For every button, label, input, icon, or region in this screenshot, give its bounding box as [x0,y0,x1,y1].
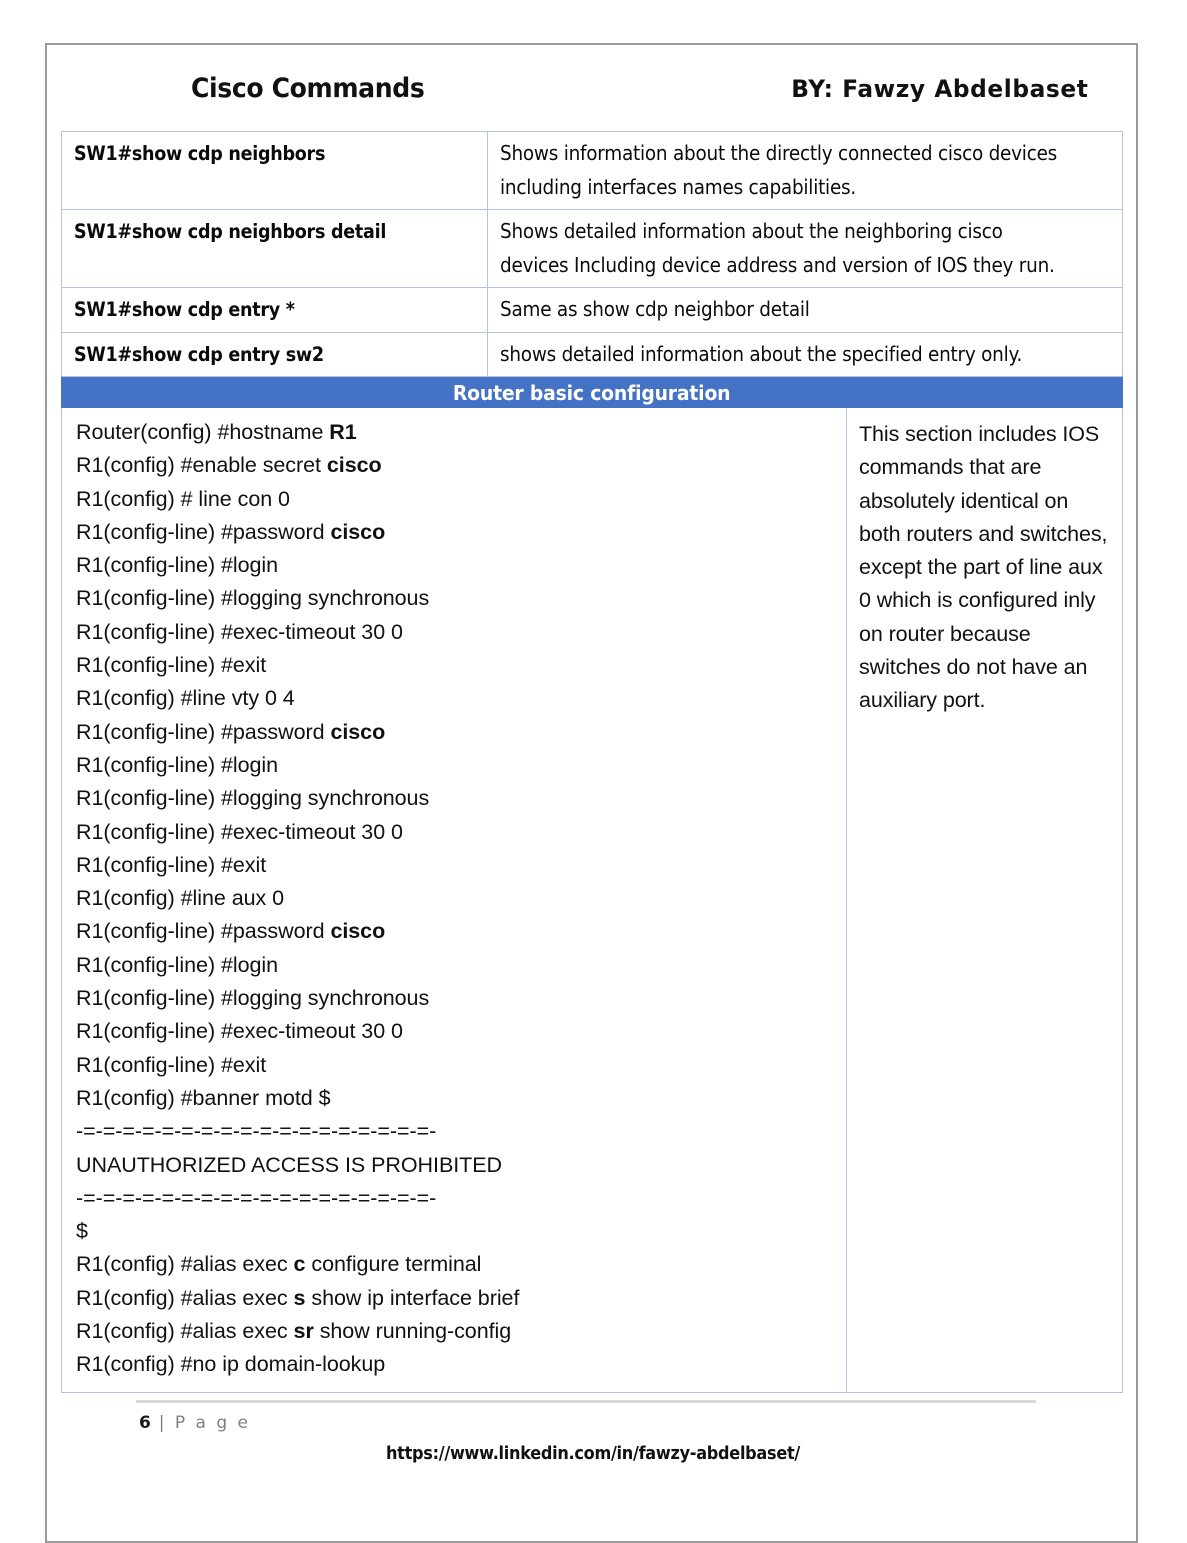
config-line [76,816,836,849]
table-row [62,210,1123,288]
page-content [61,45,1124,1541]
document-page [45,43,1138,1543]
footer-link-text: https://www.linkedin.com/in/fawzy-abdelbaset/ [385,1444,800,1464]
page-number-separator: | [150,1413,175,1433]
table-row [62,132,1123,210]
config-line [76,582,836,615]
config-line-emphasis: cisco [330,719,386,744]
config-line [76,882,836,915]
config-line-text: R1(config) #alias exec [76,1285,294,1310]
description-text: Shows detailed information about the neighboring cisco devices Including device address and version of IOS they run. [500,219,1055,277]
config-commands-cell [62,408,847,1392]
command-cell [62,132,488,210]
page-number-value: 6 [139,1413,151,1433]
footer-page-row [61,1403,1124,1443]
config-line-text: R1(config-line) #password [76,519,331,544]
config-line [76,1082,836,1115]
page-footer [61,1400,1124,1464]
config-line-text: R1(config) #alias exec [76,1252,294,1277]
config-line-suffix: configure terminal [305,1252,482,1277]
config-line [76,849,836,882]
config-line-text: R1(config) #no ip domain-lookup [76,1352,386,1377]
table-row [62,408,1123,1392]
config-line-emphasis: cisco [330,919,386,944]
description-text: Shows information about the directly connected cisco devices including interfaces names capabilities. [500,141,1058,199]
command-cell [62,332,488,377]
config-line-text: R1(config-line) #logging synchronous [76,986,430,1011]
config-line-text: R1(config-line) #logging synchronous [76,586,430,611]
section-header-label: Router basic configuration [453,380,731,405]
config-line-emphasis: s [293,1285,306,1310]
config-line-suffix: show running-config [313,1319,512,1344]
cdp-command-table [61,131,1123,377]
config-line [76,716,836,749]
config-line-text: R1(config-line) #login [76,553,279,578]
config-line-text: R1(config-line) #login [76,952,279,977]
config-line [76,749,836,782]
config-line [76,1248,836,1281]
command-text: SW1#show cdp entry sw2 [74,342,324,366]
config-line-emphasis: sr [293,1319,314,1344]
section-header-bar [61,377,1123,408]
config-note-cell [847,408,1123,1392]
config-line [76,1182,836,1215]
description-text: shows detailed information about the specified entry only. [500,341,1023,366]
config-line [76,782,836,815]
footer-profile-link[interactable] [61,1444,1124,1464]
config-line-text: R1(config) #banner motd $ [76,1085,331,1110]
config-line-text: R1(config) #line vty 0 4 [76,686,295,711]
document-header [61,45,1124,131]
description-text: Same as show cdp neighbor detail [500,297,810,321]
config-line [76,1315,836,1348]
config-line [76,616,836,649]
config-line-emphasis: cisco [330,519,386,544]
command-text: SW1#show cdp neighbors detail [74,220,387,243]
config-line [76,516,836,549]
config-line-suffix: show ip interface brief [305,1285,520,1310]
config-line-text: R1(config) #line aux 0 [76,886,285,911]
cdp-table-body [62,132,1123,377]
config-line-emphasis: R1 [329,420,357,444]
config-line-text: R1(config) #enable secret [76,453,327,478]
config-line [76,1049,836,1082]
config-line-text: -=-=-=-=-=-=-=-=-=-=-=-=-=-=-=-=-=-=- [76,1185,437,1210]
page-number-label: P a g e [174,1413,251,1433]
config-line-text: $ [76,1219,88,1244]
config-note-text: This section includes IOS commands that are absolutely identical on both routers and switches, except the part of line aux 0 which is configured inly on router because switches do not have an auxiliary port. [859,422,1108,713]
description-cell [488,132,1123,210]
config-line-text: R1(config-line) #password [76,919,331,944]
command-cell [62,210,488,288]
description-cell [488,288,1123,333]
config-line-text: R1(config-line) #exec-timeout 30 0 [76,619,403,644]
config-line [76,1115,836,1148]
page-number [139,1413,251,1433]
config-line [76,549,836,582]
config-line-text: R1(config-line) #exec-timeout 30 0 [76,1019,403,1044]
config-line [76,1149,836,1182]
config-line-emphasis: c [293,1252,306,1277]
command-text: SW1#show cdp neighbors [74,142,326,165]
router-config-table [61,408,1123,1393]
config-line-text: R1(config-line) #login [76,752,279,777]
description-cell [488,332,1123,377]
config-table-body [62,408,1123,1392]
config-line-text: R1(config-line) #exec-timeout 30 0 [76,819,403,844]
config-line [76,1215,836,1248]
config-line-text: UNAUTHORIZED ACCESS IS PROHIBITED [76,1152,503,1177]
config-line [76,915,836,948]
config-line-text: Router(config) #hostname [76,420,330,444]
config-line [76,982,836,1015]
config-line-text: R1(config-line) #exit [76,852,267,877]
config-line [76,1348,836,1381]
config-line-text: R1(config-line) #exit [76,1052,267,1077]
config-line [76,416,836,449]
config-line [76,649,836,682]
config-command-list [76,416,836,1382]
config-line [76,449,836,482]
config-line-text: R1(config) # line con 0 [76,486,290,511]
page-title: Cisco Commands [191,73,425,104]
config-line-text: -=-=-=-=-=-=-=-=-=-=-=-=-=-=-=-=-=-=- [76,1119,437,1144]
config-line-text: R1(config-line) #logging synchronous [76,786,430,811]
config-line [76,483,836,516]
config-line-emphasis: cisco [326,453,382,478]
config-line-text: R1(config-line) #password [76,719,331,744]
config-line [76,949,836,982]
table-row [62,288,1123,333]
description-cell [488,210,1123,288]
config-line [76,682,836,715]
command-cell [62,288,488,333]
config-line-text: R1(config) #alias exec [76,1319,294,1344]
config-line [76,1015,836,1048]
author-byline: BY: Fawzy Abdelbaset [790,75,1088,103]
config-line-text: R1(config-line) #exit [76,653,267,678]
table-row [62,332,1123,377]
command-text: SW1#show cdp entry * [74,298,295,321]
config-line [76,1282,836,1315]
